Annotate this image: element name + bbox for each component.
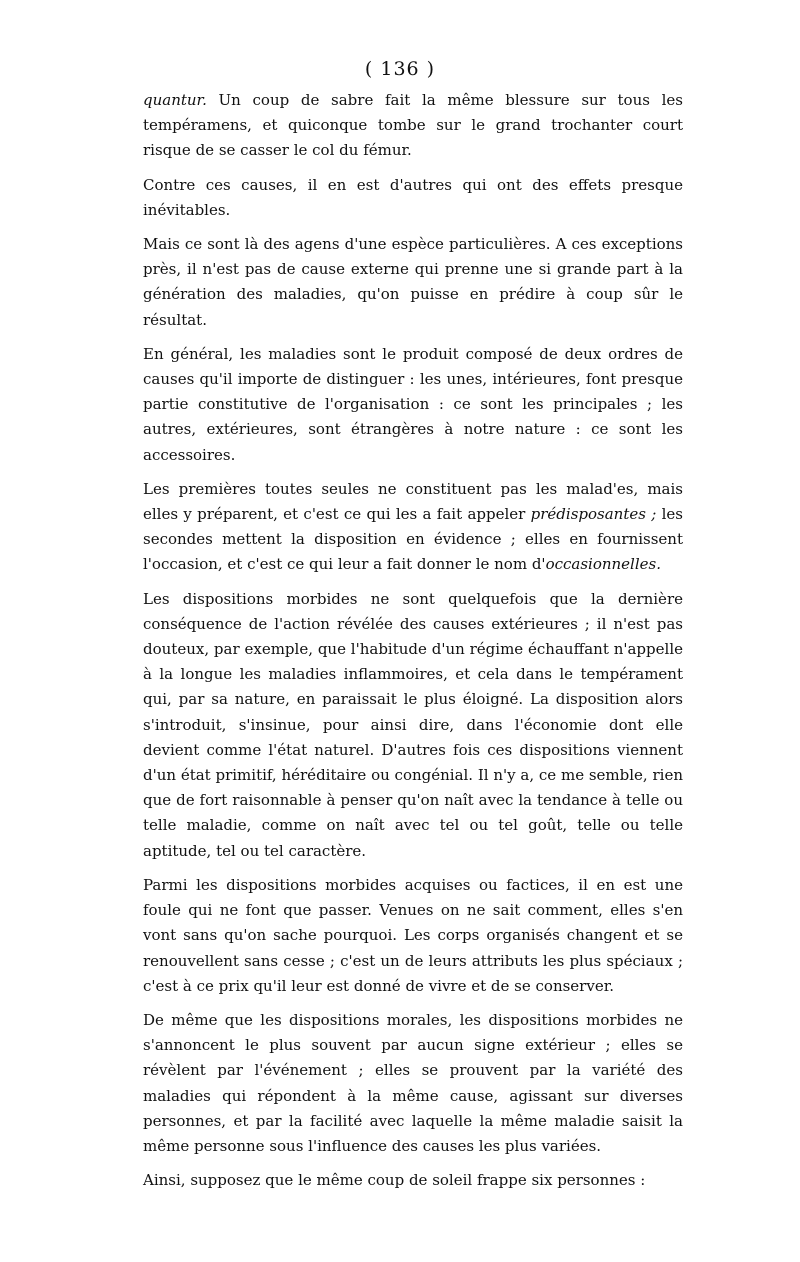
paragraph-9	[143, 1168, 683, 1193]
paragraph-6-segment-1: Les dispositions morbides ne sont quelquefois que la dernière conséquence de l'action révélée des causes extérieures ; il n'est pas douteux, par exemple, que l'habitude d'un régime échauffant n'appelle à la longue les maladies inflammoires, et cela dans le tempérament qui, par sa nature, en paraissait le plus éloigné. La disposition alors s'introduit, s'insinue, pour ainsi dire, dans l'économie dont elle devient comme l'état naturel. D'autres fois ces dispositions viennent d'un état primitif, héréditaire ou congénial. Il n'y a, ce me semble, rien que de fort raisonnable à penser qu'on naît avec la tendance à telle ou telle maladie, comme on naît avec tel ou tel goût, telle ou telle aptitude, tel ou tel caractère.	[143, 589, 683, 860]
paragraph-5-segment-1: Les premières toutes seules ne constituent pas les malad'es, mais elles y préparent, et c'est ce qui les a fait appeler	[143, 479, 683, 524]
paragraph-5-segment-4: occasionnelles.	[545, 555, 661, 574]
paragraph-3	[143, 232, 683, 333]
paragraph-1-segment-2: Un coup de sabre fait la même blessure sur tous les tempéramens, et quiconque tombe sur le grand trochanter court risque de se casser le col du fémur.	[143, 91, 683, 160]
paragraph-1	[143, 88, 683, 164]
paragraph-8-segment-1: De même que les dispositions morales, les dispositions morbides ne s'annoncent le plus souvent par aucun signe extérieur ; elles se révèlent par l'événement ; elles se prouvent par la variété des maladies qui répondent à la même cause, agissant sur diverses personnes, et par la facilité avec laquelle la même maladie saisit la même personne sous l'influence des causes les plus variées.	[143, 1010, 683, 1155]
paragraph-5-segment-2: prédisposantes ;	[530, 505, 657, 524]
paragraph-6	[143, 587, 683, 864]
paragraph-7	[143, 873, 683, 999]
paragraph-7-segment-1: Parmi les dispositions morbides acquises ou factices, il en est une foule qui ne font que passer. Venues on ne sait comment, elles s'en vont sans qu'on sache pourquoi. Les corps organisés changent et se renouvellent sans cesse ; c'est un de leurs attributs les plus spéciaux ; c'est à ce prix qu'il leur est donné de vivre et de se conserver.	[143, 875, 683, 995]
page-body-text	[143, 88, 683, 1202]
paragraph-4-segment-1: En général, les maladies sont le produit composé de deux ordres de causes qu'il importe de distinguer : les unes, intérieures, font presque partie constitutive de l'organisation : ce sont les principales ; les autres, extérieures, sont étrangères à notre nature : ce sont les accessoires.	[143, 344, 683, 464]
paragraph-2-segment-1: Contre ces causes, il en est d'autres qui ont des effets presque inévitables.	[143, 175, 683, 219]
paragraph-5-segment-3: les secondes mettent la disposition en évidence ; elles en fournissent l'occasion, et c'est ce qui leur a fait donner le nom d'	[143, 505, 684, 574]
paragraph-9-segment-1: Ainsi, supposez que le même coup de soleil frappe six personnes :	[143, 1171, 646, 1190]
paragraph-1-segment-1: quantur.	[143, 91, 207, 109]
paragraph-5	[143, 477, 683, 578]
paragraph-8	[143, 1008, 683, 1159]
paragraph-3-segment-1: Mais ce sont là des agens d'une espèce particulières. A ces exceptions près, il n'est pas de cause externe qui prenne une si grande part à la génération des maladies, qu'on puisse en prédire à coup sûr le résultat.	[143, 235, 683, 329]
paragraph-2	[143, 173, 683, 223]
page-number: ( 136 )	[364, 58, 436, 80]
paragraph-4	[143, 342, 683, 468]
